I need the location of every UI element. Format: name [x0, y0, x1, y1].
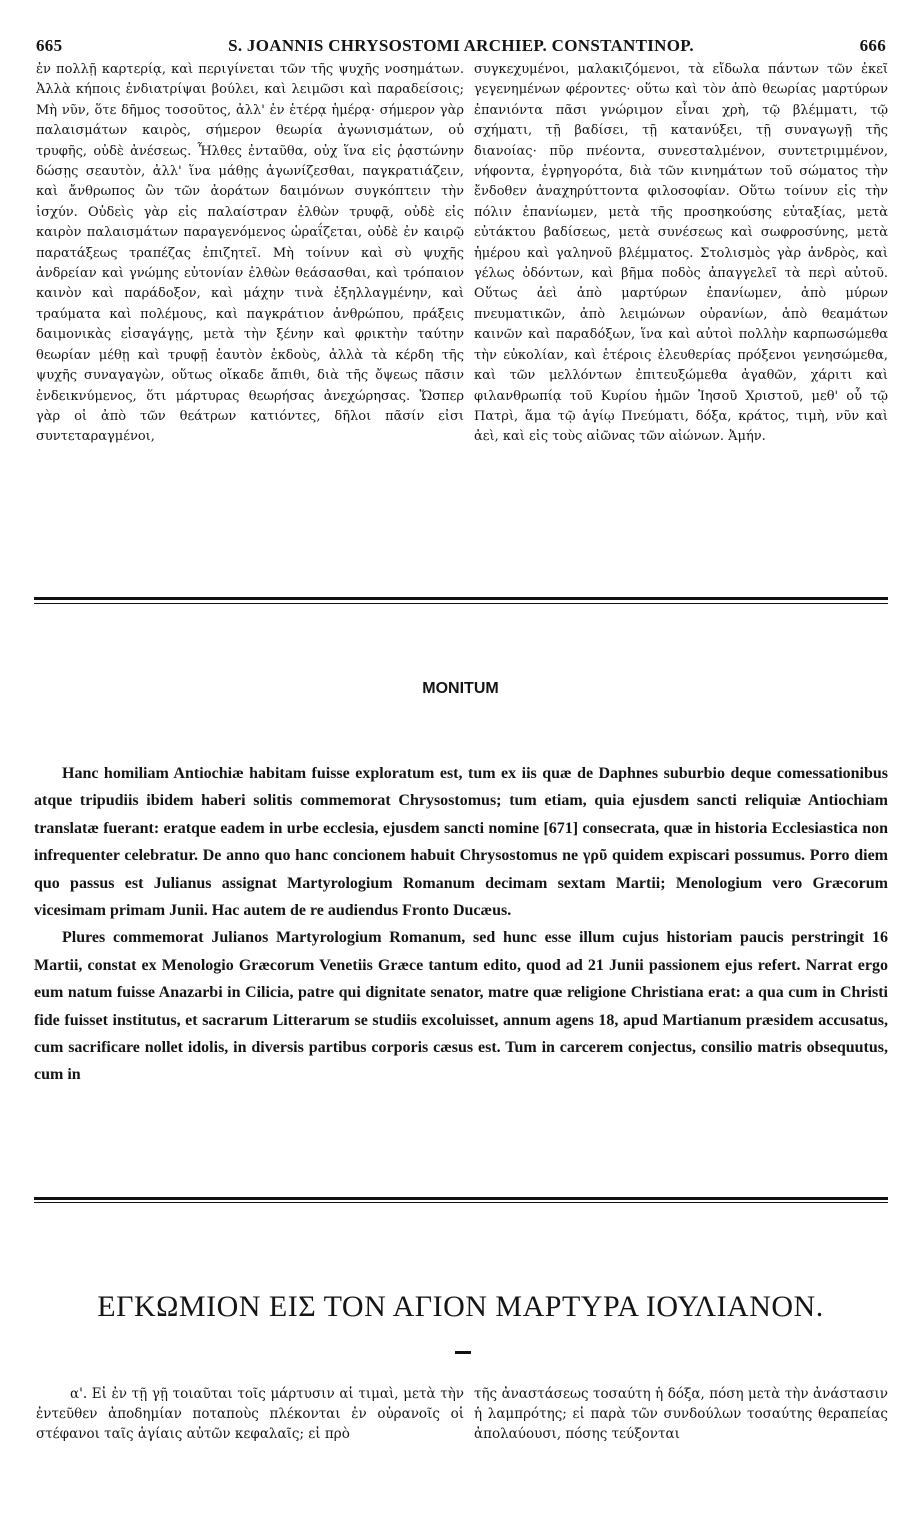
section-divider — [34, 597, 888, 604]
monitum-paragraph: Hanc homiliam Antiochiæ habitam fuisse exploratum est, tum ex iis quæ de Daphnes suburbio deque comessationibus atque tripudiis ibidem haberi solitis commemorat Chrysostomus; tum etiam, quia ejusdem sancti reliquiæ Antiochiam translatæ fuerant: eratque eadem in urbe ecclesia, ejusdem sancti nomine [671] consecrata, quæ in historia Ecclesiastica non infrequenter celebratur. De anno quo hanc concionem habuit Chrysostomus ne γρῦ quidem expiscari possumus. Porro diem quo passus est Julianus assignat Martyrologium Romanum decimam sextam Martii; Menologium vero Græcorum vicesimam primam Junii. Hac autem de re audiendus Fronto Ducæus. — [34, 765, 888, 920]
section-divider — [34, 1197, 888, 1203]
encomium-column-left — [36, 1384, 464, 1444]
monitum-body — [34, 760, 888, 1089]
greek-column-right — [474, 60, 888, 448]
monitum-heading: MONITUM — [422, 680, 499, 697]
title-dash — [455, 1351, 471, 1354]
running-title: S. JOANNIS CHRYSOSTOMI ARCHIEP. CONSTANTINOP. — [228, 36, 694, 55]
greek-text-right: συγκεχυμένοι, μαλακιζόμενοι, τὰ εἴδωλα πάντων τῶν ἐκεῖ γεγενημένων φέροντες· οὕτω καὶ τὸν ἀπὸ θεωρίας μαρτύρων ἐπανιόντα πᾶσι γνώριμον εἶναι χρὴ, τῷ βλέμματι, τῷ σχήματι, τῇ βαδίσει, τῇ κατανύξει, τῇ συναγωγῇ τῆς διανοίας· πῦρ πνέοντα, συνεσταλμένον, συντετριμμένον, νήφοντα, ἐγρηγορότα, διὰ τῶν κινημάτων τοῦ σώματος τὴν ἔνδοθεν ἀναχηρύττοντα φιλοσοφίαν. Οὕτω τοίνυν εἰς τὴν πόλιν ἐπανίωμεν, μετὰ τῆς προσηκούσης εὐταξίας, μετὰ εὐτάκτου βαδίσεως, μετὰ συνέσεως καὶ σωφροσύνης, μετὰ ἡμέρου καὶ γαληνοῦ βλέμματος. Στολισμὸς γὰρ ἀνδρὸς, καὶ γέλως ὀδόντων, καὶ βῆμα ποδὸς ἀπαγγελεῖ τὰ περὶ αὐτοῦ. Οὕτως ἀεὶ ἀπὸ μαρτύρων ἐπανίωμεν, ἀπὸ μύρων πνευματικῶν, ἀπὸ λειμώνων οὐρανίων, ἀπὸ θεαμάτων καινῶν καὶ παραδόξων, ἵνα καὶ αὐτοὶ πολλὴν καρπωσώμεθα τὴν εὐκολίαν, καὶ ἑτέροις ἐλευθερίας πρόξενοι γενησώμεθα, καὶ τῶν μελλόντων ἐπιτευξώμεθα ἀγαθῶν, χάριτι καὶ φιλανθρωπίᾳ τοῦ Κυρίου ἡμῶν Ἰησοῦ Χριστοῦ, μεθ' οὗ τῷ Πατρὶ, ἅμα τῷ ἁγίῳ Πνεύματι, δόξα, κράτος, τιμὴ, νῦν καὶ ἀεὶ, καὶ εἰς τοὺς αἰῶνας τῶν αἰώνων. Ἀμήν. — [474, 62, 888, 445]
page-number-right: 666 — [859, 36, 886, 55]
encomium-column-right — [474, 1384, 888, 1444]
page-number-left: 665 — [36, 36, 63, 55]
greek-column-left — [36, 60, 464, 448]
running-header — [36, 36, 886, 58]
monitum-paragraph: Plures commemorat Julianos Martyrologium Romanum, sed hunc esse illum cujus historiam paucis perstringit 16 Martii, constat ex Menologio Græcorum Venetiis Græce tantum edito, quod ad 21 Junii passionem ejus refert. Narrat ergo eum natum fuisse Anazarbi in Cilicia, patre qui dignitate senator, matre quæ religione Christiana erat: a qua cum in Christi fide fuisset institutus, et sacrarum Litterarum se studiis excoluisset, annum agens 18, apud Martianum præsidem accusatus, cum sacrificare nollet idolis, in diversis partibus corporis cæsus est. Tum in carcerem conjectus, consilio matris obsequutus, cum in — [34, 929, 888, 1084]
encomium-title: ΕΓΚΩΜΙΟΝ ΕΙΣ ΤΟΝ ΑΓΙΟΝ ΜΑΡΤΥΡΑ ΙΟΥΛΙΑΝΟΝ. — [97, 1290, 824, 1323]
encomium-text-right: τῆς ἀναστάσεως τοσαύτη ἡ δόξα, πόση μετὰ τὴν ἀνάστασιν ἡ λαμπρότης; εἰ παρὰ τῶν συνδούλων τοσαύτης θεραπείας ἀπολαύουσι, πόσης τεύξονται — [474, 1386, 888, 1442]
encomium-text-left: α'. Εἰ ἐν τῇ γῇ τοιαῦται τοῖς μάρτυσιν αἱ τιμαὶ, μετὰ τὴν ἐντεῦθεν ἀποδημίαν ποταποὺς πλέκονται ἐν οὐρανοῖς οἱ στέφανοι ταῖς ἁγίαις αὐτῶν κεφαλαῖς; εἰ πρὸ — [36, 1386, 464, 1442]
greek-text-left: ἐν πολλῇ καρτερίᾳ, καὶ περιγίνεται τῶν τῆς ψυχῆς νοσημάτων. Ἀλλὰ κήποις ἐνδιατρίψαι βούλει, καὶ λειμῶσι καὶ παραδείσοις; Μὴ νῦν, ὅτε δῆμος τοσοῦτος, ἀλλ' ἐν ἑτέρᾳ ἡμέρᾳ· σήμερον γὰρ παλαισμάτων καιρὸς, σήμερον θεωρία ἀγωνισμάτων, οὐ τρυφῆς, οὐδὲ ἀνέσεως. Ἦλθες ἐνταῦθα, οὐχ ἵνα εἰς ῥᾳστώνην δώσῃς σεαυτὸν, ἀλλ' ἵνα μάθῃς ἀγωνίζεσθαι, παγκρατιάζειν, καὶ ἄνθρωπος ὢν τῶν ἀοράτων δαιμόνων συγκόπτειν τὴν ἰσχύν. Οὐδεὶς γὰρ εἰς παλαίστραν ἐλθὼν τρυφᾷ, οὐδὲ εἰς καιρὸν παλαισμάτων παραγενόμενος ὡραΐζεται, οὐδὲ ἐν καιρῷ παρατάξεως τραπέζας ἐπιζητεῖ. Μὴ τοίνυν καὶ σὺ ψυχῆς ἀνδρείαν καὶ γνώμης εὐτονίαν ἐλθὼν θεάσασθαι, καὶ τρόπαιον καινὸν καὶ παράδοξον, καὶ μάχην τινὰ ἐξηλλαγμένην, καὶ τραύματα καὶ πολέμους, καὶ παγκράτιον ἀνθρώπου, πράξεις δαιμονικὰς εἰσαγάγῃς, μετὰ τὴν ξένην καὶ φρικτὴν ταύτην θεωρίαν μέθῃ καὶ τρυφῇ ἑαυτὸν ἐκδοὺς, ἀλλὰ τὰ κέρδη τῆς ψυχῆς συναγαγὼν, οὕτως οἴκαδε ἄπιθι, διὰ τῆς ὄψεως πᾶσιν ἐνδεικνύμενος, ὅτι μάρτυρας θεωρήσας ἀνεχώρησας. Ὥσπερ γὰρ οἱ ἀπὸ τῶν θεάτρων κατιόντες, δῆλοι πᾶσίν εἰσι συντεταραγμένοι, — [36, 62, 464, 445]
